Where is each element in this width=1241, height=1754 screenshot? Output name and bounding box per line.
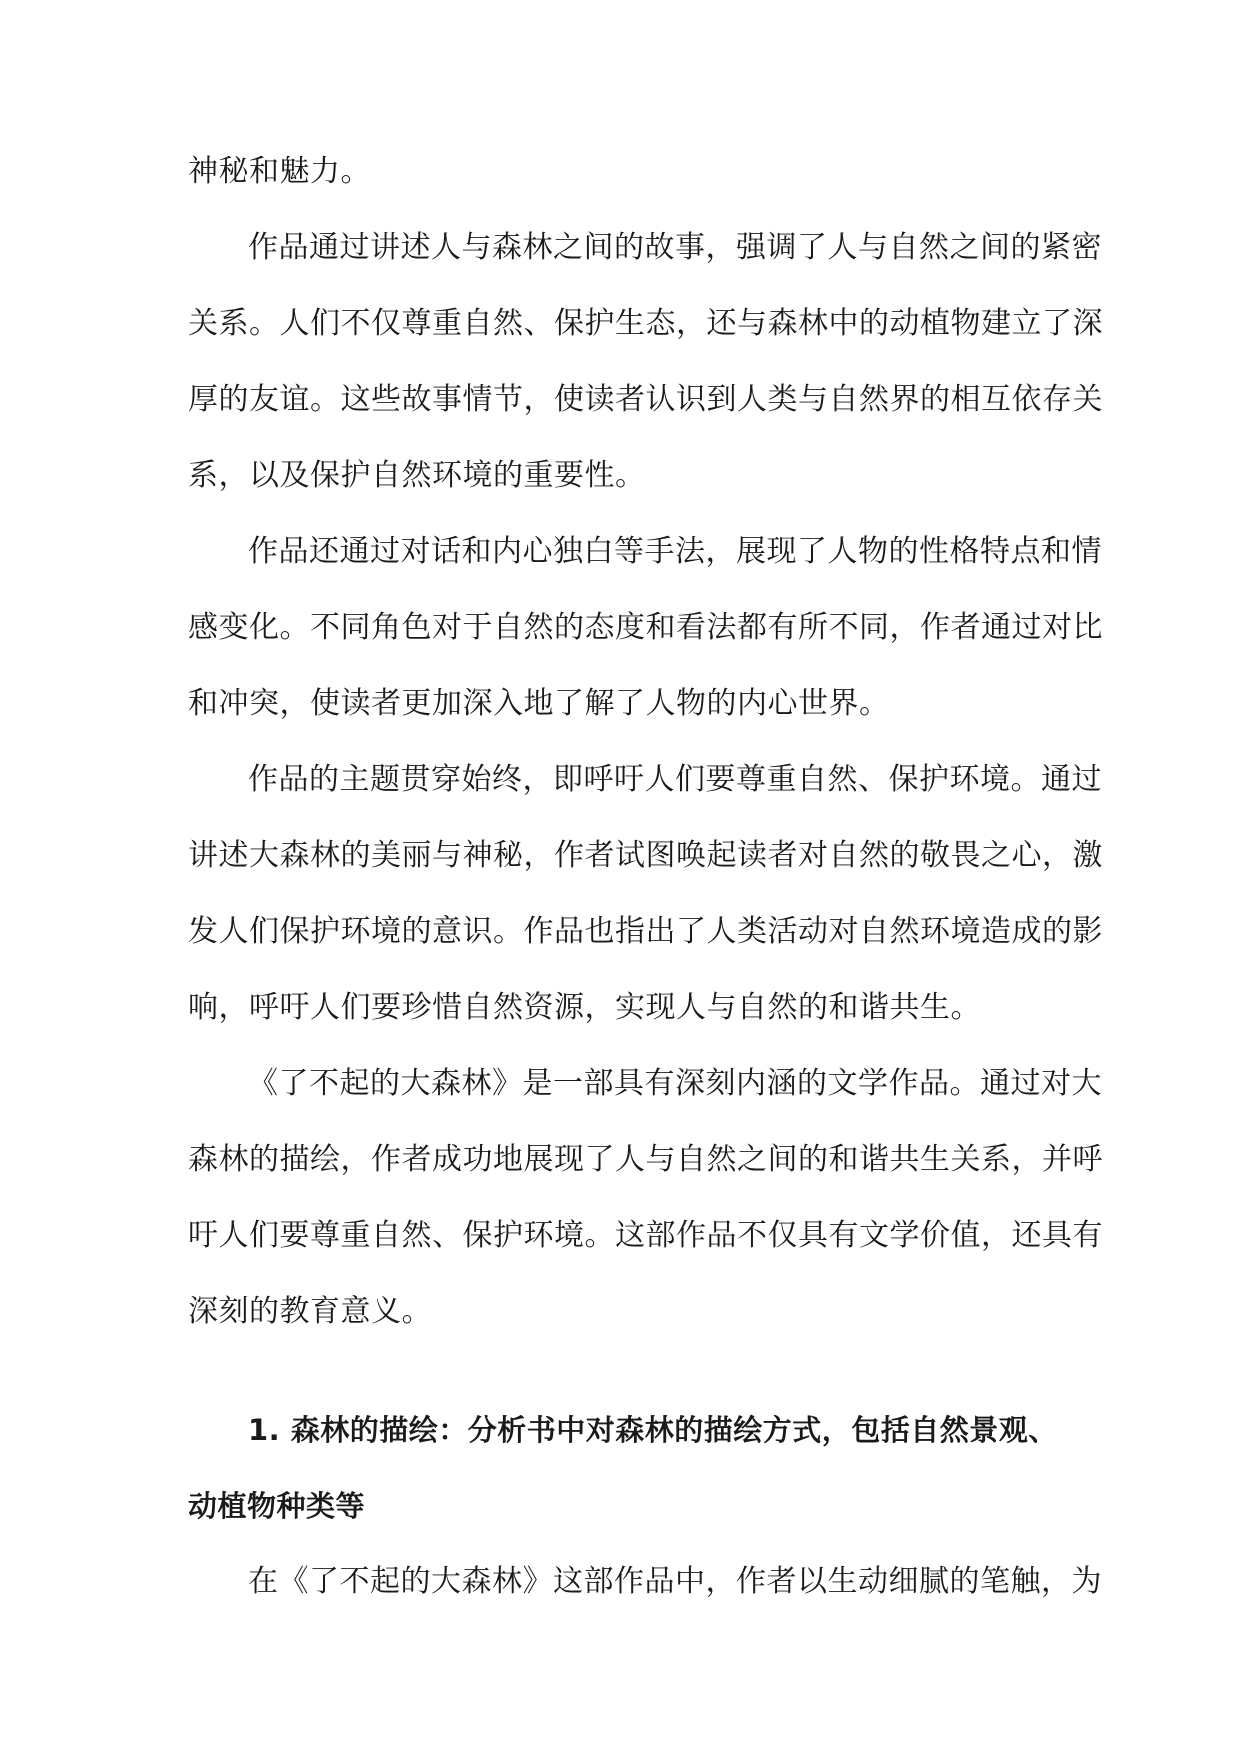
section-spacer (188, 1358, 1068, 1400)
text-line: 关系。人们不仅尊重自然、保护生态，还与森林中的动植物建立了深 (188, 306, 1103, 341)
text-line: 系，以及保护自然环境的重要性。 (188, 458, 646, 493)
paragraph (188, 1552, 1102, 1628)
text-line: 森林的描绘，作者成功地展现了人与自然之间的和谐共生关系，并呼 (188, 1142, 1103, 1177)
section-heading (188, 1400, 1068, 1552)
document-body (188, 142, 1103, 1628)
paragraph (188, 142, 1068, 218)
text-line: 厚的友谊。这些故事情节，使读者认识到人类与自然界的相互依存关 (188, 382, 1103, 417)
text-line: 作品通过讲述人与森林之间的故事，强调了人与自然之间的紧密 (248, 230, 1102, 265)
heading-line: 动植物种类等 (188, 1489, 366, 1523)
text-line: 在《了不起的大森林》这部作品中，作者以生动细腻的笔触，为 (248, 1564, 1102, 1599)
text-line: 神秘和魅力。 (188, 154, 371, 189)
paragraph (188, 218, 1103, 522)
text-line: 感变化。不同角色对于自然的态度和看法都有所不同，作者通过对比 (188, 610, 1103, 645)
text-line: 吁人们要尊重自然、保护环境。这部作品不仅具有文学价值，还具有 (188, 1218, 1103, 1253)
text-line: 作品还通过对话和内心独白等手法，展现了人物的性格特点和情 (248, 534, 1102, 569)
text-line: 发人们保护环境的意识。作品也指出了人类活动对自然环境造成的影 (188, 914, 1103, 949)
text-line: 响，呼吁人们要珍惜自然资源，实现人与自然的和谐共生。 (188, 990, 981, 1025)
paragraph (188, 522, 1103, 750)
text-line: 深刻的教育意义。 (188, 1294, 432, 1329)
paragraph (188, 750, 1103, 1054)
text-line: 讲述大森林的美丽与神秘，作者试图唤起读者对自然的敬畏之心，激 (188, 838, 1103, 873)
paragraph (188, 1054, 1103, 1358)
text-line: 《了不起的大森林》是一部具有深刻内涵的文学作品。通过对大 (248, 1066, 1102, 1101)
heading-line: 1. 森林的描绘：分析书中对森林的描绘方式，包括自然景观、 (248, 1413, 1058, 1447)
text-line: 和冲突，使读者更加深入地了解了人物的内心世界。 (188, 686, 890, 721)
text-line: 作品的主题贯穿始终，即呼吁人们要尊重自然、保护环境。通过 (248, 762, 1102, 797)
